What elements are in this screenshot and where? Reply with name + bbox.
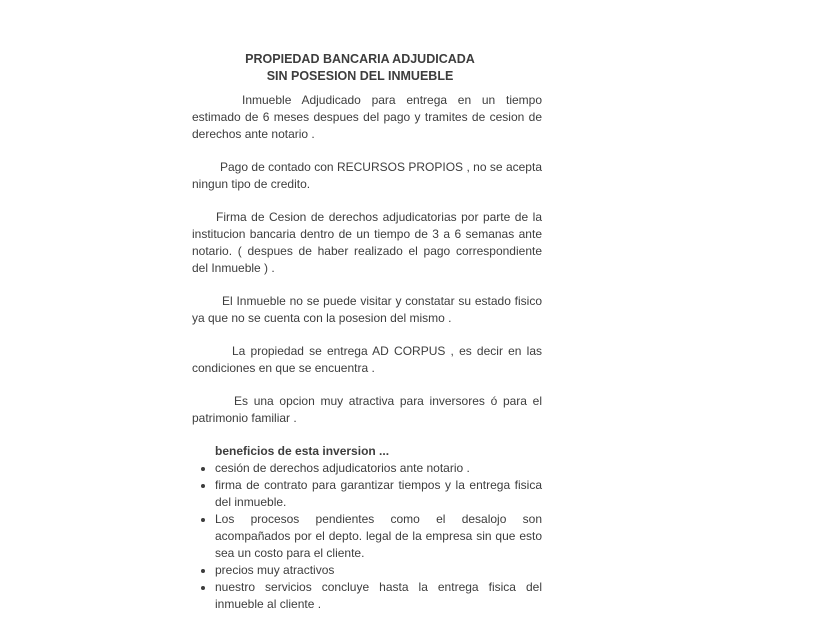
document-title bbox=[192, 51, 528, 85]
paragraph-investment-option: Es una opcion muy atractiva para inversores ó para el patrimonio familiar . bbox=[192, 394, 542, 425]
benefit-item-contract: • firma de contrato para garantizar tiempos y la entrega fisica del inmueble. bbox=[215, 477, 542, 511]
paragraph-signing: Firma de Cesion de derechos adjudicatorias por parte de la institucion bancaria dentro de un tiempo de 3 a 6 semanas ante notario. ( despues de haber realizado el pago correspondiente del Inmueble ) . bbox=[192, 210, 542, 275]
benefits-heading: beneficios de esta inversion ... bbox=[215, 444, 390, 458]
paragraph-no-visit: El Inmueble no se puede visitar y constatar su estado fisico ya que no se cuenta con la posesion del mismo . bbox=[192, 294, 542, 325]
benefit-item-legal-dept: • Los procesos pendientes como el desalojo son acompañados por el depto. legal de la empresa sin que esto sea un costo para el cliente. bbox=[215, 511, 542, 562]
paragraph-payment: Pago de contado con RECURSOS PROPIOS , no se acepta ningun tipo de credito. bbox=[192, 160, 542, 191]
benefits-list bbox=[192, 460, 542, 613]
title-line-1: PROPIEDAD BANCARIA ADJUDICADA bbox=[245, 52, 475, 66]
title-line-2: SIN POSESION DEL INMUEBLE bbox=[266, 69, 454, 83]
benefit-item-cession: • cesión de derechos adjudicatorios ante notario . bbox=[215, 460, 542, 477]
benefit-item-prices: • precios muy atractivos bbox=[215, 562, 542, 579]
paragraph-delivery-time: Inmueble Adjudicado para entrega en un tiempo estimado de 6 meses despues del pago y tramites de cesion de derechos ante notario . bbox=[192, 93, 542, 141]
paragraph-ad-corpus: La propiedad se entrega AD CORPUS , es decir en las condiciones en que se encuentra . bbox=[192, 344, 542, 375]
benefit-item-service: • nuestro servicios concluye hasta la entrega fisica del inmueble al cliente . bbox=[215, 579, 542, 613]
document-content bbox=[192, 51, 542, 613]
